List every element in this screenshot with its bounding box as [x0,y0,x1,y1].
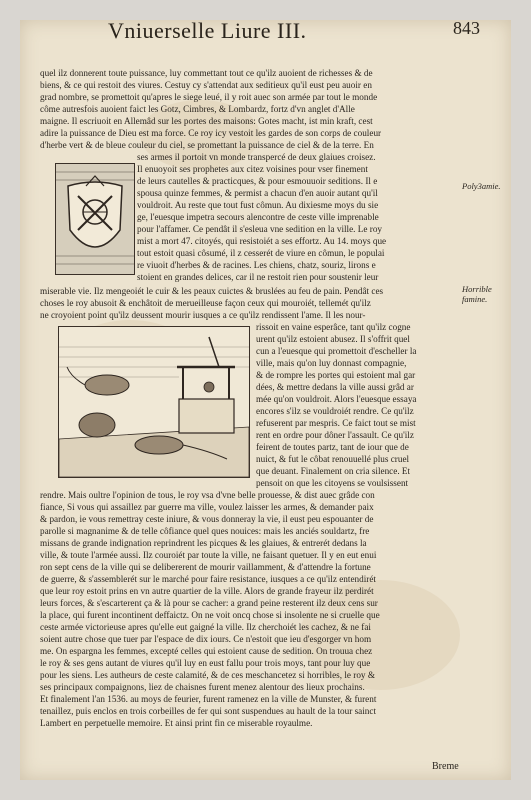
text-line: parolle si magnanime & de telle côfiance quel ques nouices: mais les anciés souldartz, fre [40,526,370,536]
text-line: tenaillez, puis enclos en trois corbeilles de fer qui sont suspendues au hault de la tour sainct [40,706,377,716]
text-line: rissoit en vaine esperâce, tant qu'ilz cogne [256,322,411,332]
text-line: cun a l'euesque qui promettoit d'escheller la [256,346,417,356]
text-line: de guerre, & s'assemblerét sur le marché pour faire resistance, iusques a ce qu'ilz entendirét [40,574,376,584]
text-line: maigne. Il escriuoit en Allemâd sur les portes des maisons: Gotes macht, ist min kraft, cest [40,116,373,126]
famine-woodcut [58,326,250,478]
text-line: spousa quinze femmes, & permist a chacun d'en auoir autant qu'il [137,188,378,198]
text-line: & de rompre les portes qui estoient mal gar [256,370,416,380]
text-line: dées, & mettre dedans la ville aussi grâd ar [256,382,414,392]
text-line: encores s'ilz se vouldroiét rendre. Ce qu'ilz [256,406,414,416]
text-line: ses armes il portoit vn monde transpercé de deux glaiues croisez. [137,152,376,162]
text-line: biens, & ce qui restoit des viures. Cestuy cy s'attendat aux seditieux qu'il eust peu auoir en [40,80,372,90]
text-line: Et finalement l'an 1536. au moys de feurier, furent ramenez en la ville de Munster, & furent [40,694,377,704]
text-line: la place, qui furent incontinent deffaictz. On ne voit oncq chose si insolente ne si cruelle que [40,610,380,620]
text-line: tout estoit quasi côsumé, il z cesserét de viure en cômun, le populai [137,248,385,258]
text-line: d'herbe vert & de bleue couleur du ciel, se promettant la puissance de ciel & de la terre. En [40,140,374,150]
text-line: miserable vie. Ilz mengeoiét le cuir & les peaux cuictes & bruslées au feu de pain. Pendât ces [40,286,384,296]
coat-of-arms-woodcut [55,163,135,275]
text-line: rent en ordre pour dôner l'assault. Ce qu'ilz [256,430,414,440]
margin-note-famine: Horrible famine. [462,284,492,304]
text-line: le roy & ses gens autant de viures qu'il luy en eust fallu pour trois moys, tant pour luy que [40,658,371,668]
text-line: Il enuoyoit ses prophetes aux citez voisines pour vser finement [137,164,368,174]
text-line: choses le roy abusoit & enchâtoit de merueilleuse façon ceux qui mouroiét, tellemét qu'ilz [40,298,371,308]
text-line: & pardon, ie vous remettray ceste iniure, & vous donneray la vie, il eust peu espouanter de [40,514,374,524]
text-line: urent qu'ilz estoient abusez. Il s'offrit quel [256,334,410,344]
text-line: refuserent par mespris. Ce faict tout se mist [256,418,416,428]
text-line: grad nombre, se promettoit qu'apres le siege leué, il y roit auec son armée par tout le monde [40,92,378,102]
text-line: soient autre chose que tuer par l'espace de dix iours. Ce n'estoit que ieu d'esgorger vn hom [40,634,372,644]
text-line: ses principaux compaignons, liez de chaisnes furent menez alentour des lieux prochains. [40,682,365,692]
text-line: stoient en grandes delices, car il ne restoit rien pour soustenir leur [137,272,379,282]
text-line: nuict, & fut le côbat renouuellé plus cruel [256,454,410,464]
text-line: me. On espargna les femmes, excepté celles qui estoient cause de sedition. On trouua chez [40,646,373,656]
text-line: feirent de toutes partz, tant de iour que de [256,442,409,452]
text-line: missans de grande indignation reprindrent les picques & les glaiues, & entrerét dedans la [40,538,367,548]
catchword: Breme [432,761,459,772]
text-line: ville, mais qu'on luy donnast compagnie, [256,358,407,368]
text-line: ville, & toute l'armée aussi. Ilz couroiét par toute la ville, ne faisant quetuer. Il y en eut enui [40,550,377,560]
text-line: que deuant. Finalement on cria silence. Et [256,466,411,476]
famine-woodcut-image [59,327,249,477]
coat-of-arms-image [56,164,134,274]
text-line: côme autresfois auoient faict les Gotz, Cimbres, & Lombardz, fortz d'vn anglet d'Alle [40,104,355,114]
text-line: ne croyoient point qu'ilz deussent mourir iusques a ce qu'ilz rendissent l'ame. Il les nour- [40,310,366,320]
text-line: ceste armée victorieuse apres qu'elle eut gaigné la ville. Ilz cherchoiét les cachez, & ne fai [40,622,371,632]
text-line: rendre. Mais oultre l'opinion de tous, le roy vsa d'vne belle prouesse, & dist auec grâde con [40,490,375,500]
text-line: pensoit on que les citoyens se voulsissent [256,478,409,488]
running-title: Vniuerselle Liure III. [108,18,307,43]
text-line: re viuoit d'herbes & de racines. Les chiens, chatz, souriz, lirons e [137,260,376,270]
text-line: mist a mort 47. citoyés, qui resistoiét a ses effortz. Au 14. moys que [137,236,387,246]
text-line: pour les siens. Les autheurs de ceste calamité, & de ces meschancetez si horribles, le roy & [40,670,375,680]
text-line: adire la puissance de Dieu est ma force. Ce roy icy vestoit les gardes de son corps de couleur [40,128,382,138]
text-line: mée qu'on vouldroit. Alors l'euesque essaya [256,394,417,404]
text-line: de leurs cautelles & practicques, & pour esmouuoir seditions. Il e [137,176,378,186]
text-line: leurs forces, & s'escarterent ça & là pour se cacher: a grand peine resterent ilz deux cens sur [40,598,378,608]
text-line: vouldroit. Au reste que tout fust cômun. Au dixiesme moys du sie [137,200,379,210]
page-header [40,16,480,50]
text-line: pour l'affamer. Ce pendât il s'esleua vne sedition en la ville. Le roy [137,224,383,234]
margin-note-polygamy: Poly3amie. [462,181,501,191]
text-line: ge, l'euesque impetra secours alencontre de ceste ville imprenable [137,212,379,222]
text-line: que leur roy estoit prins en vn autre quartier de la ville. Alors de grande frayeur ilz perdirét [40,586,374,596]
text-line: ron sept cens de la ville qui se delibererent de mourir vaillamment, & d'attendre la fortune [40,562,371,572]
text-line: Lambert en perpetuelle memoire. Et ainsi print fin ce miserable royaulme. [40,718,313,728]
page-number: 843 [453,18,480,38]
text-line: quel ilz donnerent toute puissance, luy commettant tout ce qu'ilz auoient de richesses & de [40,68,373,78]
text-line: fiance, Si vous qui assaillez par guerre ma ville, voulez laisser les armes, & demander paix [40,502,374,512]
